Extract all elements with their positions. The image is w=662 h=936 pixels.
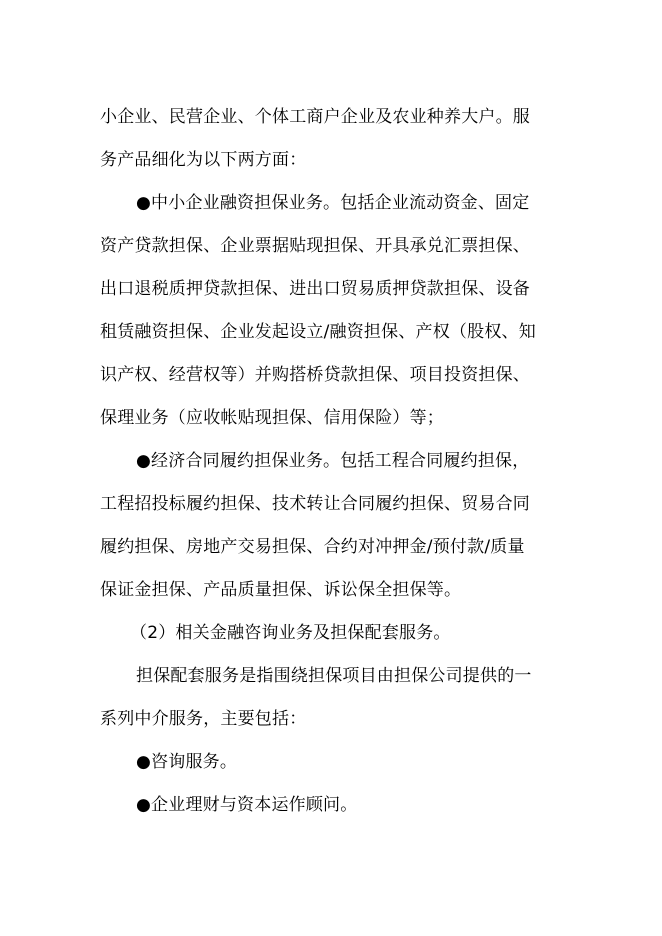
text-line: 务产品细化为以下两方面： [100, 150, 307, 170]
text-line: 工程招投标履约担保、技术转让合同履约担保、贸易合同 [100, 494, 530, 514]
bullet-icon: ● [136, 451, 152, 471]
section-heading: （2）相关金融咨询业务及担保配套服务。 [130, 623, 451, 643]
bullet-line [136, 192, 529, 214]
bullet-line [136, 751, 237, 773]
text-line: 咨询服务。 [151, 752, 238, 772]
bullet-line [136, 450, 529, 472]
bullet-icon: ● [136, 193, 152, 213]
bullet-icon: ● [136, 752, 152, 772]
text-line: 经济合同履约担保业务。包括工程合同履约担保， [151, 451, 530, 471]
text-line: 出口退税质押贷款担保、进出口贸易质押贷款担保、设备 [100, 279, 530, 299]
text-line: 资产贷款担保、企业票据贴现担保、开具承兑汇票担保、 [100, 236, 530, 256]
bullet-icon: ● [136, 795, 152, 815]
bullet-line [136, 794, 357, 816]
text-line: 担保配套服务是指围绕担保项目由担保公司提供的一 [136, 666, 532, 686]
text-line: 保证金担保、产品质量担保、诉讼保全担保等。 [100, 580, 462, 600]
text-line: 企业理财与资本运作顾问。 [151, 795, 358, 815]
text-line: 履约担保、房地产交易担保、合约对冲押金/预付款/质量 [100, 537, 525, 557]
text-line: 租赁融资担保、企业发起设立/融资担保、产权（股权、知 [100, 322, 536, 342]
text-line: 小企业、民营企业、个体工商户企业及农业种养大户。服 [100, 107, 530, 127]
text-line: 中小企业融资担保业务。包括企业流动资金、固定 [151, 193, 530, 213]
text-line: 识产权、经营权等）并购搭桥贷款担保、项目投资担保、 [100, 365, 530, 385]
text-line: 保理业务（应收帐贴现担保、信用保险）等； [100, 408, 444, 428]
text-line: 系列中介服务，主要包括： [100, 709, 307, 729]
